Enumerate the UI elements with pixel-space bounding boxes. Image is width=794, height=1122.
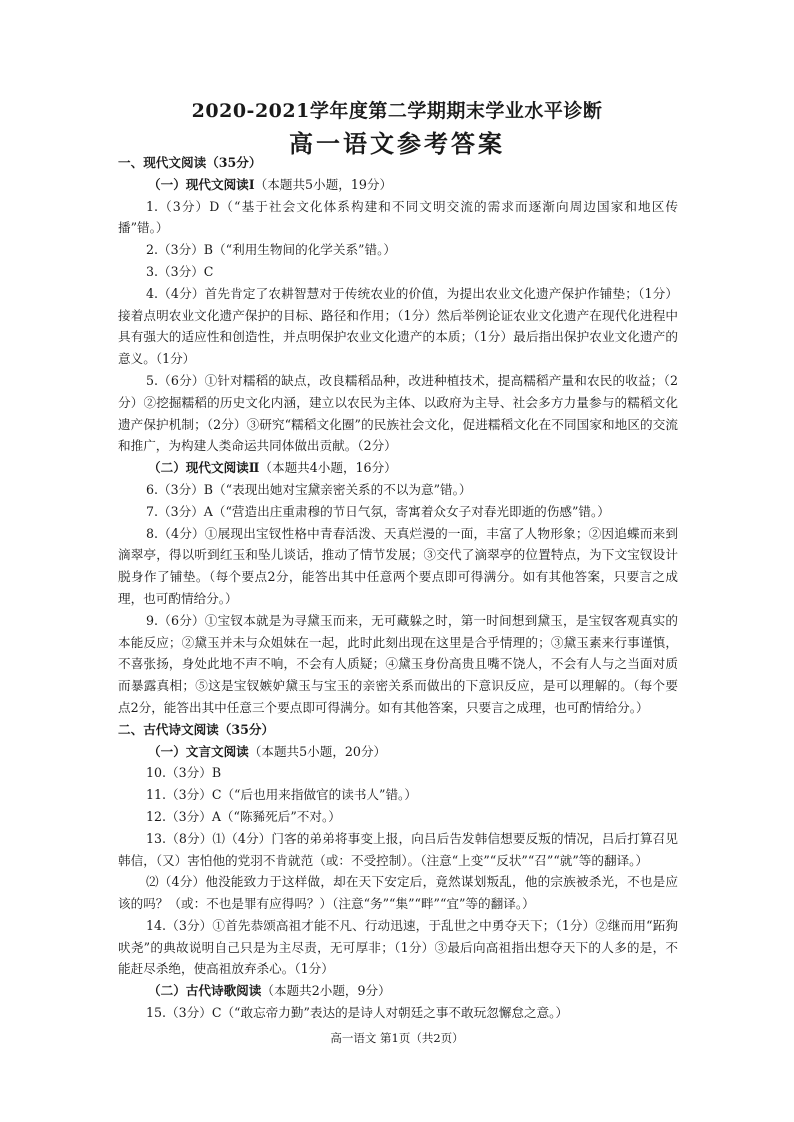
section-heading-classical-reading: 二、古代诗文阅读（35分） (118, 721, 275, 737)
answer-item: 7.（3分）A（“营造出庄重肃穆的节日气氛，寄寓着众女子对春光即逝的伤感”错。） (146, 503, 610, 519)
subsection-title: （一）文言文阅读 (148, 743, 249, 759)
subsection-heading (148, 741, 678, 763)
answer-body (118, 152, 678, 1024)
subsection-title: （二）古代诗歌阅读 (148, 983, 262, 999)
subsection-heading (148, 457, 678, 479)
subsection-title: （二）现代文阅读Ⅱ (148, 460, 260, 476)
subsection-heading (148, 174, 678, 196)
answer-item: 5.（6分）①针对糯稻的缺点，改良糯稻品种，改进种植技术，提高糯稻产量和农民的收益；（2分）②挖掘糯稻的历史文化内涵，建立以农民为主体、以政府为主导、社会多方力量参与的糯稻文化遗产保护机制；（2分）③研究“糯稻文化圈”的民族社会文化，促进糯稻文化在不同国家和地区的交流和推广，为构建人类命运共同体做出贡献。（2分） (118, 372, 678, 454)
answer-item: 8.（4分）①展现出宝钗性格中青春活泼、天真烂漫的一面，丰富了人物形象；②因追蝶而来到滴翠亭，得以听到红玉和坠儿谈话，推动了情节发展；③交代了滴翠亭的位置特点，为下文宝钗设计脱身作了铺垫。（每个要点2分，能答出其中任意两个要点即可得满分。如有其他答案，只要言之成理，也可酌情给分。） (118, 525, 678, 606)
subsection-heading (148, 980, 678, 1002)
subsection-title: （一）现代文阅读Ⅰ (148, 176, 255, 192)
answer-item: 6.（3分）B（“表现出她对宝黛亲密关系的不以为意”错。） (146, 481, 472, 497)
document-title: 高一语文参考答案 (289, 129, 505, 158)
answer-item: 13.（8分）⑴（4分）门客的弟弟将事变上报，向吕后告发韩信想要反叛的情况，吕后打算召见韩信，（又）害怕他的党羽不肯就范（或：不受控制）。（注意“上变”“反状”“召”“就”等的翻译。） (118, 830, 678, 868)
answer-item: 15.（3分）C（“敢忘帝力勤”表达的是诗人对朝廷之事不敢玩忽懈怠之意。） (146, 1005, 569, 1021)
answer-item: 14.（3分）①首先恭颂高祖才能不凡、行动迅速，于乱世之中勇夺天下；（1分）②继而用“跖狗吠尧”的典故说明自己只是为主尽责，无可厚非；（1分）③最后向高祖指出想夺天下的人多的是，不能赶尽杀绝，使高祖放弃杀心。（1分） (118, 917, 678, 977)
answer-item: 11.（3分）C（“后也用来指做官的读书人”错。） (146, 787, 417, 803)
page-footer: 高一语文 第1页（共2页） (330, 1031, 464, 1045)
subsection-note: （本题共2小题，9分） (261, 983, 391, 999)
subsection-note: （本题共4小题，16分） (259, 460, 397, 476)
answer-item: 12.（3分）A（“陈豨死后”不对。） (146, 808, 341, 824)
answer-item: ⑵（4分）他没能致力于这样做，却在天下安定后，竟然谋划叛乱，他的宗族被杀光，不也是应该的吗？（或：不也是罪有应得吗？）（注意“务”“集”“畔”“宜”等的翻译。） (118, 874, 678, 912)
answer-item: 2.（3分）B（“利用生物间的化学关系”错。） (146, 242, 396, 258)
answer-item: 10.（3分）B (146, 765, 222, 781)
section-heading-modern-reading: 一、现代文阅读（35分） (118, 155, 262, 170)
answer-item: 9.（6分）①宝钗本就是为寻黛玉而来，无可藏躲之时，第一时间想到黛玉，是宝钗客观真实的本能反应；②黛玉并未与众姐妹在一起，此时此刻出现在这里是合乎情理的；③黛玉素来行事谨慎，不喜张扬，身处此地不声不响，不会有人质疑；④黛玉身份高贵且嘴不饶人，不会有人与之当面对质而暴露真相；⑤这是宝钗嫉妒黛玉与宝玉的亲密关系而做出的下意识反应，是可以理解的。（每个要点2分，能答出其中任意三个要点即可得满分。如有其他答案，只要言之成理，也可酌情给分。） (118, 612, 678, 715)
answer-item: 1.（3分）D（“基于社会文化体系构建和不同文明交流的需求而逐渐向周边国家和地区传播”错。） (118, 198, 678, 236)
subsection-note: （本题共5小题，19分） (254, 176, 393, 192)
answer-item: 4.（4分）首先肯定了农耕智慧对于传统农业的价值，为提出农业文化遗产保护作铺垫；（1分）接着点明农业文化遗产保护的目标、路径和作用；（1分）然后举例论证农业文化遗产在现代化进程中具有强大的适应性和创造性，并点明保护农业文化遗产的本质；（1分）最后指出保护农业文化遗产的意义。（1分） (118, 285, 678, 367)
answer-item: 3.（3分）C (146, 263, 214, 279)
subsection-note: （本题共5小题，20分） (248, 743, 387, 759)
exam-title: 2020-2021学年度第二学期期末学业水平诊断 (191, 100, 603, 122)
